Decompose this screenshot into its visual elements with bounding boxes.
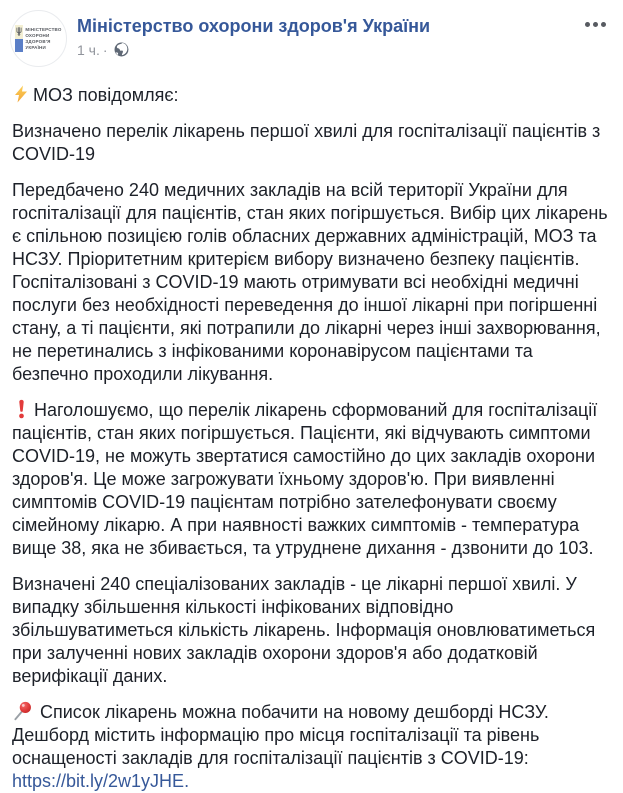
paragraph-text: Список лікарень можна побачити на новому дешборді НСЗУ. Дешборд містить інформацію про місця госпіталізації та рівень оснащеності закладів для госпіталізації пацієнтів з COVID-19: bbox=[12, 702, 549, 768]
post-paragraph-firstwave bbox=[12, 573, 611, 688]
post-link[interactable]: https://bit.ly/2w1yJHE bbox=[12, 771, 185, 791]
avatar-org-line: МІНІСТЕРСТВО bbox=[25, 26, 62, 32]
globe-icon bbox=[113, 41, 130, 58]
post-paragraph-announce bbox=[12, 84, 611, 107]
post-meta bbox=[77, 41, 430, 58]
moh-logo bbox=[15, 25, 61, 52]
trident-icon bbox=[16, 27, 22, 36]
avatar-org-line: УКРАЇНИ bbox=[25, 44, 46, 50]
red-exclamation-icon bbox=[16, 399, 27, 419]
post-paragraph-dashboard bbox=[12, 701, 611, 793]
post-paragraph-warning bbox=[12, 399, 611, 560]
avatar-org-line: ЗДОРОВ'Я bbox=[25, 38, 51, 44]
page-name-link[interactable]: Міністерство охорони здоров'я України bbox=[77, 16, 431, 36]
round-pushpin-icon bbox=[12, 701, 34, 721]
ellipsis-icon bbox=[585, 22, 606, 27]
post-body bbox=[0, 84, 623, 793]
timestamp-link[interactable]: 1 ч. bbox=[77, 41, 100, 58]
avatar-org-name bbox=[25, 27, 61, 51]
post-paragraph-details bbox=[12, 179, 611, 386]
post-link-suffix: . bbox=[184, 771, 190, 791]
avatar-org-line: ОХОРОНИ bbox=[25, 32, 50, 38]
paragraph-text: Визначено перелік лікарень першої хвилі для госпіталізації пацієнтів з COVID-19 bbox=[12, 121, 601, 164]
logo-flag-bar bbox=[15, 25, 23, 52]
paragraph-text: МОЗ повідомляє: bbox=[33, 85, 179, 105]
avatar[interactable] bbox=[10, 10, 67, 67]
post-header bbox=[0, 0, 623, 67]
paragraph-text: Передбачено 240 медичних закладів на всій території України для госпіталізації для пацієнтів, стан яких погіршується. Вибір цих лікарень є спільною позицією голів обласних державних адміністрацій, МОЗ та НСЗУ. Пріоритетним критерієм вибору визначено безпеку пацієнтів. Госпіталізовані з COVID-19 мають отримувати всі необхідні медичні послуги без необхідності переведення до іншої лікарні при погіршенні стану, а ті пацієнти, які потрапили до лікарні через інші захворювання, не перетинались з інфікованими коронавірусом пацієнтами та безпечно проходили лікування. bbox=[12, 180, 608, 384]
header-info bbox=[77, 10, 430, 58]
post-menu-button[interactable] bbox=[577, 12, 613, 36]
meta-separator: · bbox=[102, 41, 108, 58]
post-paragraph-title bbox=[12, 120, 611, 166]
paragraph-text: Наголошуємо, що перелік лікарень сформований для госпіталізації пацієнтів, стан яких погіршується. Пацієнти, які відчувають симптоми COVID-19, не можуть звертатися самостійно до цих закладів охорони здоров'я. Це може загрожувати їхньому здоров'ю. При виявленні симптомів COVID-19 пацієнтам потрібно зателефонувати своєму сімейному лікарю. А при наявності важких симптомів - температура вище 38, яка не збивається, та утруднене дихання - дзвонити до 103. bbox=[12, 400, 598, 558]
lightning-icon bbox=[12, 84, 30, 104]
paragraph-text: Визначені 240 спеціалізованих закладів - це лікарні першої хвилі. У випадку збільшення кількості інфікованих відповідно збільшуватиметься кількість лікарень. Інформація оновлюватиметься при залученні нових закладів охорони здоров'я або додатковій верифікації даних. bbox=[12, 574, 596, 686]
